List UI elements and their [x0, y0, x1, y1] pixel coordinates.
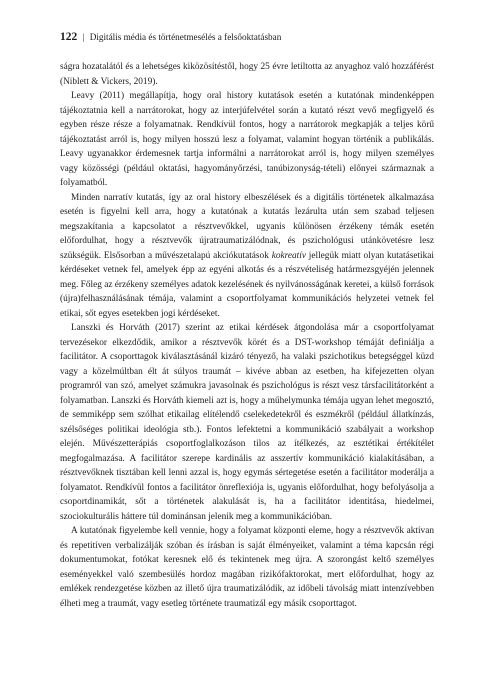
paragraph-text: jellegük miatt olyan kutatásetikai kérdéseket vetnek fel, amelyek épp az egyéni alkotás és a részvételiség határmezsgyéjén jelennek meg. Főleg az érzékeny személyes adatok kezelésének és nyilvánosságának keretei, a külső források (újra)felhasználásának témája, valamint a csoportfolyamat kommunikációs helyzetei vetnek fel etikai, sőt egyes esetekben jogi kérdéseket.	[60, 250, 434, 319]
body-text	[60, 60, 434, 611]
paragraph-text: Minden narratív kutatás, így az oral history elbeszélések és a digitális történetek alkalmazása esetén is figyelni kell arra, hogy a kutatónak a kutatás lezárulta után sem szabad teljesen megszakítania a kapcsolatot a résztvevőkkel, ugyanis különösen érzékeny témák esetén előfordulhat, hogy a résztvevők újratraumatizálódnak, és pszichológusi utánkövetésre lesz szükségük. Elsősorban a művészetalapú akciókutatások	[60, 192, 434, 261]
paragraph	[60, 321, 434, 524]
paragraph	[60, 60, 434, 89]
paragraph-text: A kutatónak figyelembe kell vennie, hogy a folyamat központi eleme, hogy a résztvevők aktívan és repetitíven verbalizálják szóban és írásban is saját élményeiket, valamint a téma kapcsán régi dokumentumokat, fotókat keresnek elő és tekintenek meg újra. A szorongást keltő személyes eseményekkel való szembesülés hordoz magában rizikófaktorokat, mert előfordulhat, hogy az emlékek rendezgetése közben az illető újra traumatizálódik, az időbeli távolság miatt intenzívebben élheti meg a traumát, vagy esetleg története traumatizál egy másik csoporttagot.	[60, 526, 434, 609]
running-title: Digitális média és történetmesélés a felsőoktatásban	[89, 32, 282, 42]
page-number: 122	[60, 31, 78, 43]
paragraph-text: Lanszki és Horváth (2017) szerint az etikai kérdések átgondolása már a csoportfolyamat tervezésekor elkezdődik, amikor a résztvevők körét és a DST-workshop témáját definiálja a facilitátor. A csoporttagok kiválasztásánál kizáró tényező, ha valaki pszichotikus betegséggel küzd vagy a közelmúltban élt át súlyos traumát – kivéve abban az esetben, ha kifejezetten olyan programról van szó, amelyet számukra javasolnak és pszichológus is részt vesz társfacilitátorként a folyamatban. Lanszki és Horváth kiemeli azt is, hogy a műhelymunka témája ugyan lehet megosztó, de semmiképp sem szólhat etikailag elítélendő cselekedetekről és eszmékről (például állatkínzás, szélsőséges politikai ideológia stb.). Fontos lefektetni a kommunikáció szabályait a workshop elején. Művészetterápiás csoportfoglalkozáson tilos az ítélkezés, az esztétikai értékítélet megfogalmazása. A facilitátor szerepe kardinális az asszertív kommunikáció kialakításában, a résztvevőknek tisztában kell lenni azzal is, hogy egymás sértegetése esetén a facilitátor moderálja a folyamatot. Rendkívül fontos a facilitátor önreflexiója is, ugyanis előfordulhat, hogy befolyásolja a csoportdinamikát, sőt a történetek alakulását is, ha a facilitátor identitása, hiedelmei, szociokulturális háttere túl dominánsan jelenik meg a kommunikációban.	[60, 323, 434, 522]
paragraph	[60, 89, 434, 191]
paragraph	[60, 191, 434, 322]
paragraph-text: ságra hozatalától és a lehetséges kiközösítéstől, hogy 25 évre letiltotta az anyaghoz való hozzáférést (Niblett & Vickers, 2019).	[60, 62, 434, 87]
header-separator: |	[82, 32, 85, 42]
paragraph-text: Leavy (2011) megállapítja, hogy oral history kutatások esetén a kutatónak mindenképpen tájékoztatnia kell a narrátorokat, hogy az interjúfelvétel során a kutató részt vevő megfigyelő és egyben része része a folyamatnak. Rendkívül fontos, hogy a narrátorok megkapják a teljes körű tájékoztatást arról is, hogy milyen hosszú lesz a folyamat, valamint hogyan történik a publikálás. Leavy ugyanakkor érdemesnek tartja informálni a narrátorokat arról is, hogy milyen személyes vagy közösségi (például oktatási, hagyományőrzési, tanúbizonyság-tételi) előnyei származnak a folyamatból.	[60, 91, 434, 188]
paragraph	[60, 524, 434, 611]
emphasized-term: kokreatív	[271, 250, 306, 261]
running-header	[60, 31, 440, 43]
